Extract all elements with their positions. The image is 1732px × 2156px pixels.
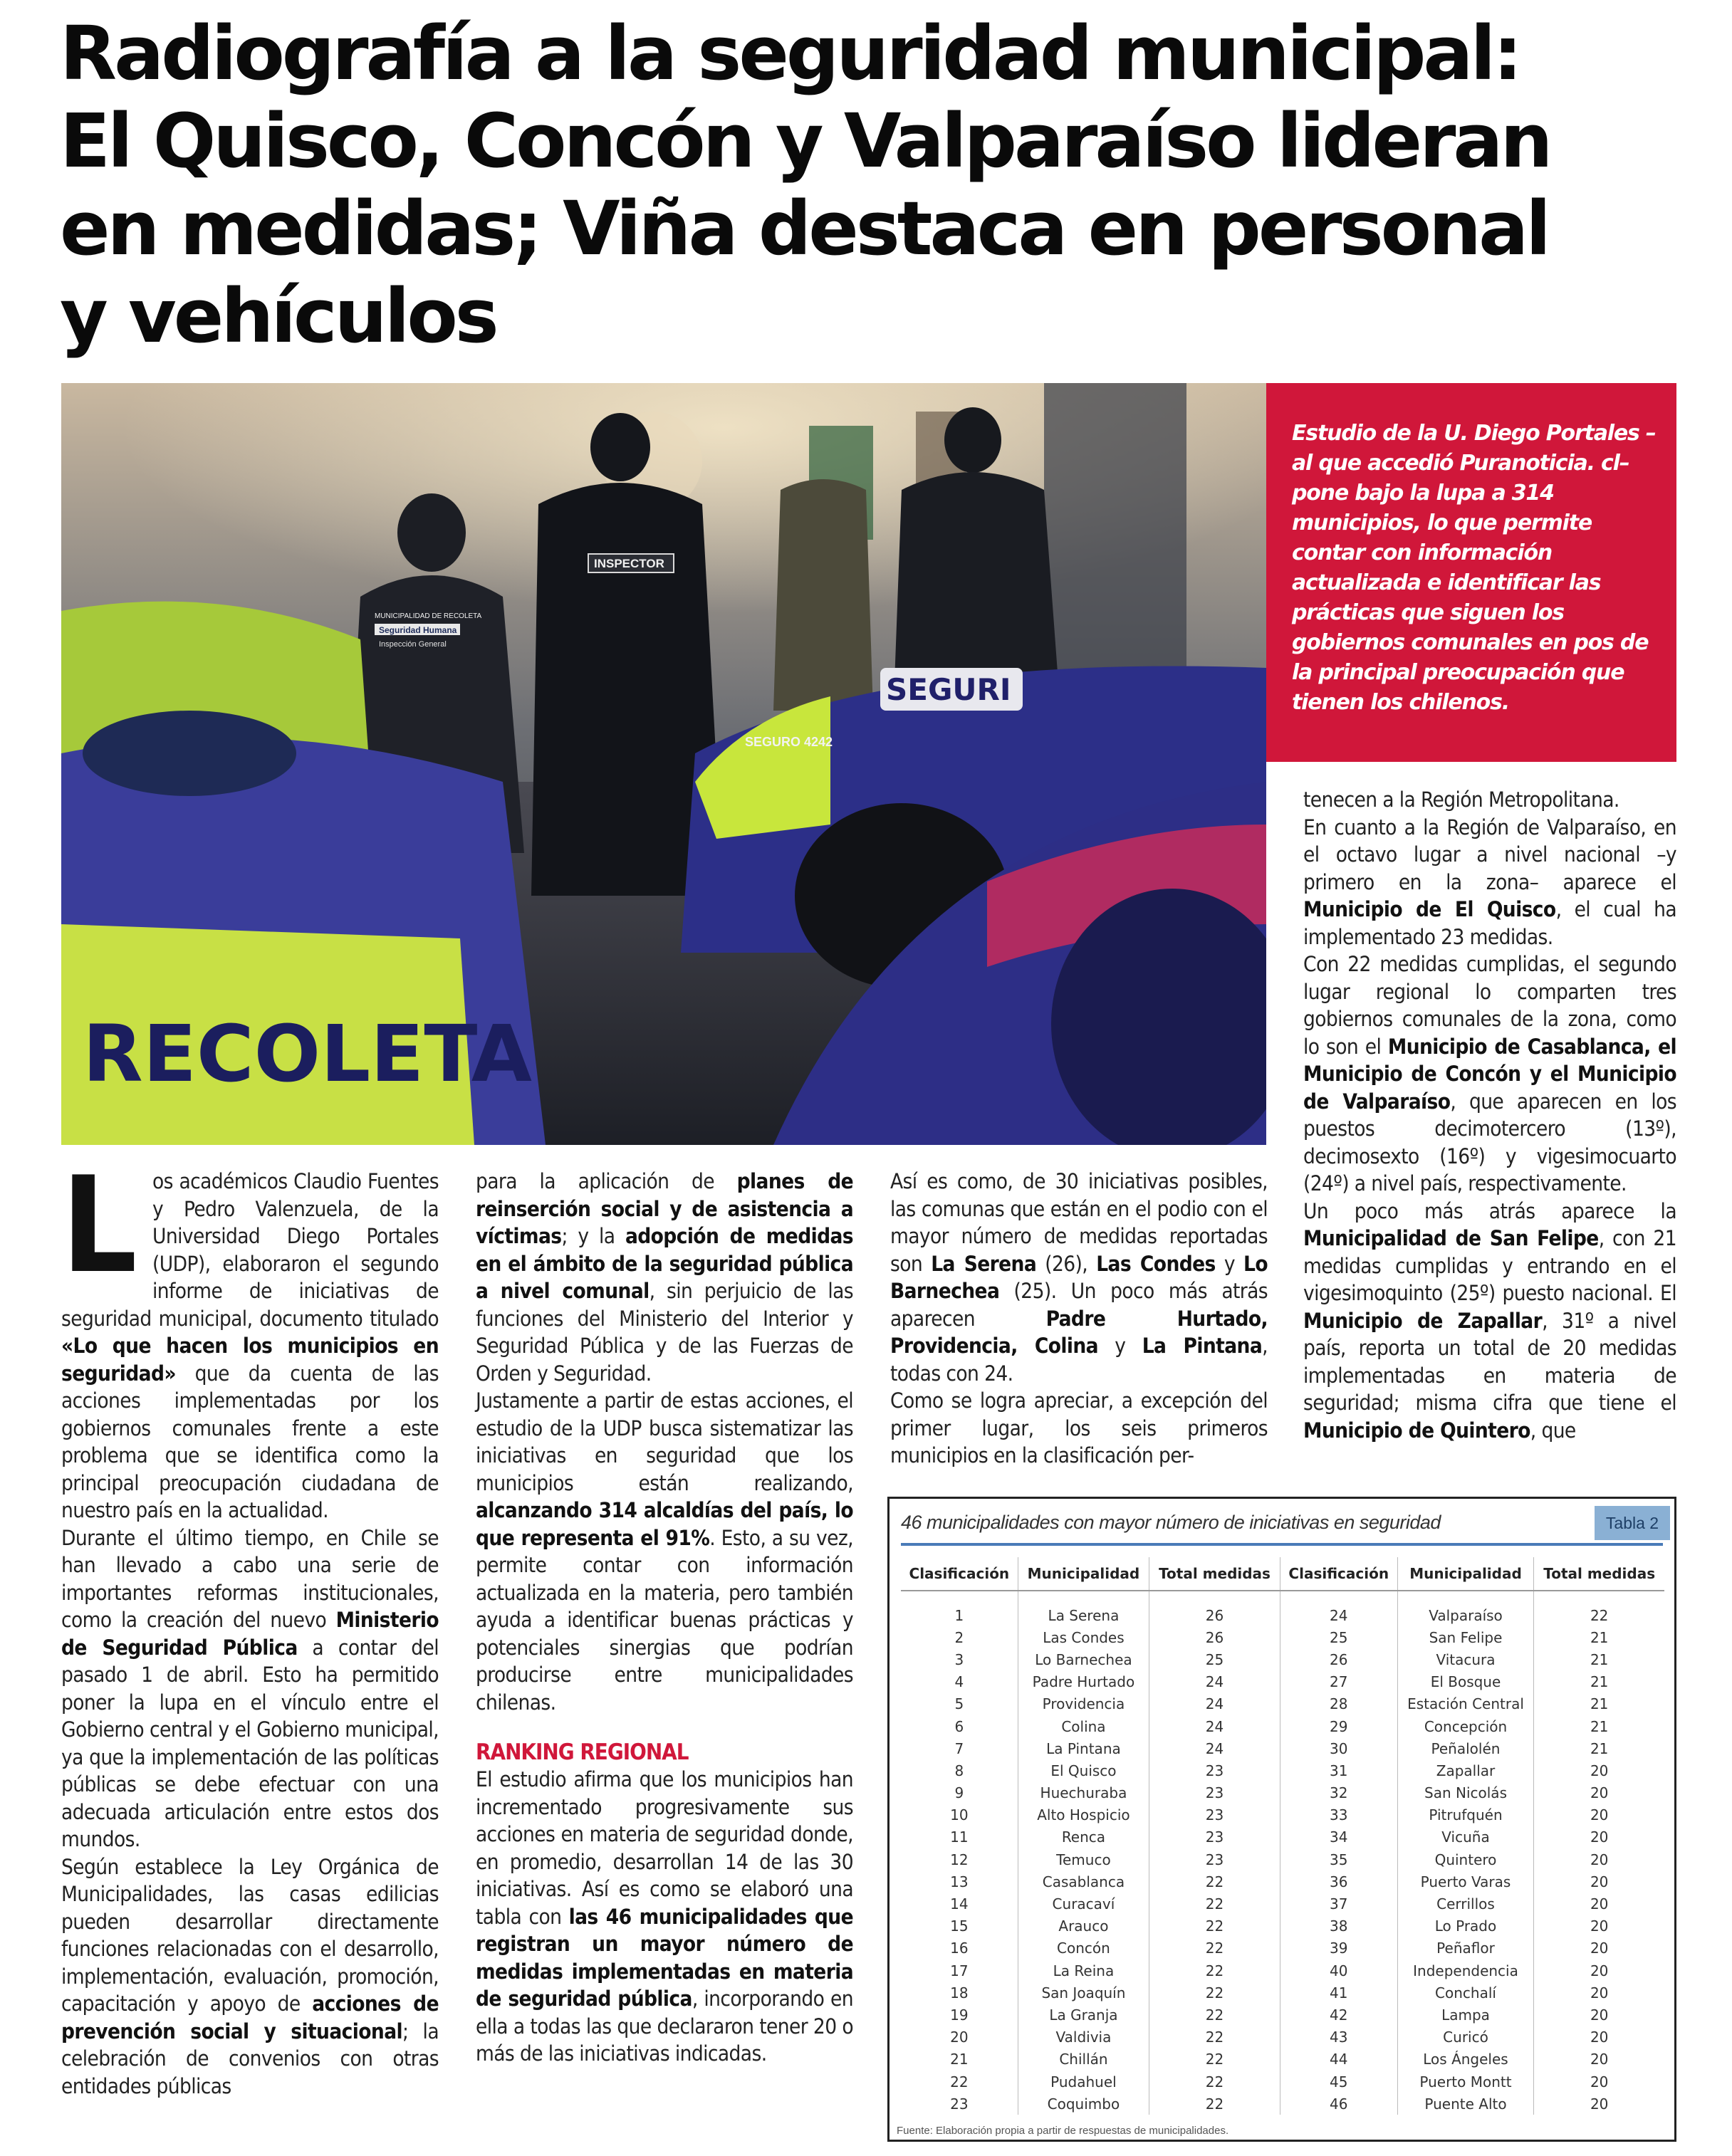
text: , que (1530, 1418, 1576, 1443)
bold-text: Las Condes (1096, 1251, 1216, 1276)
table-row (901, 2093, 1664, 2115)
cell-total-2: 21 (1534, 1737, 1664, 1759)
cell-total-2: 20 (1534, 1893, 1664, 1915)
text: , incorporando en ella a todas las que declararon tener 20 o más de las iniciativas indicadas. (476, 1987, 853, 2066)
cell-municipality: Casablanca (1018, 1870, 1149, 1893)
text: ; la celebración de convenios con otras entidades públicas (61, 2019, 439, 2098)
table-row (901, 1782, 1664, 1804)
cell-municipality-2: Independencia (1397, 1959, 1534, 1982)
cell-rank-2: 39 (1280, 1937, 1397, 1959)
cell-municipality-2: Curicó (1397, 2026, 1534, 2048)
table-header-row (901, 1557, 1664, 1591)
cell-municipality-2: Puerto Montt (1397, 2071, 1534, 2093)
cell-total-2: 20 (1534, 2048, 1664, 2071)
cell-total: 24 (1149, 1693, 1280, 1715)
text: para la aplicación de (476, 1169, 737, 1193)
table-row (901, 1959, 1664, 1982)
cell-total-2: 20 (1534, 1848, 1664, 1870)
cell-rank-2: 34 (1280, 1826, 1397, 1848)
bold-text: Municipio de Casablanca, el Municipio de Concón y el Municipio de Valparaíso (1303, 1034, 1676, 1114)
cell-municipality: El Quisco (1018, 1759, 1149, 1781)
cell-total-2: 22 (1534, 1591, 1664, 1626)
text: tenecen a la Región Metropolitana. (1303, 787, 1619, 812)
cell-total-2: 20 (1534, 1959, 1664, 1982)
cell-total: 26 (1149, 1591, 1280, 1626)
cell-rank: 15 (950, 1917, 969, 1935)
paragraph (476, 1766, 853, 2068)
cell-total: 22 (1149, 1915, 1280, 1937)
text: ; y la (561, 1224, 625, 1248)
cell-municipality-2: Concepción (1397, 1715, 1534, 1737)
cell-municipality: Padre Hurtado (1018, 1671, 1149, 1693)
table-row (901, 1826, 1664, 1848)
header-rank-2: Clasificación (1280, 1557, 1397, 1591)
cell-municipality: Concón (1018, 1937, 1149, 1959)
text: a contar del pasado 1 de abril. Esto ha permitido poner la lupa en el vínculo entre el Gobierno central y el Gobierno municipal, ya que la implementación de las políticas públicas se debe efectuar con una adecuada articulación entre estos dos mundos. (61, 1635, 439, 1851)
table-row (901, 1648, 1664, 1670)
paragraph (1303, 786, 1676, 814)
cell-municipality-2: Pitrufquén (1397, 1804, 1534, 1826)
vest-text-2: Seguridad Humana (379, 625, 457, 635)
cell-total: 26 (1149, 1626, 1280, 1648)
header-total-2: Total medidas (1534, 1557, 1664, 1591)
header-municipality: Municipalidad (1018, 1557, 1149, 1591)
bold-text: Municipalidad de San Felipe (1303, 1226, 1599, 1250)
bold-text: planes de reinserción social y de asistencia a víctimas (476, 1169, 853, 1248)
cell-municipality: Valdivia (1018, 2026, 1149, 2048)
paragraph (890, 1168, 1268, 1387)
table-row (901, 2048, 1664, 2071)
cell-rank-2: 35 (1280, 1848, 1397, 1870)
header-municipality-2: Municipalidad (1397, 1557, 1534, 1591)
cell-total-2: 20 (1534, 1937, 1664, 1959)
cell-municipality: Temuco (1018, 1848, 1149, 1870)
cell-rank: 6 (954, 1717, 964, 1735)
text: (26), (1036, 1251, 1097, 1276)
text: , el cual ha implementado 23 medidas. (1303, 897, 1676, 949)
callout-box (1266, 383, 1676, 762)
cell-rank-2: 25 (1280, 1626, 1397, 1648)
table-row (901, 1671, 1664, 1693)
cell-municipality: Las Condes (1018, 1626, 1149, 1648)
cell-municipality: Arauco (1018, 1915, 1149, 1937)
bold-text: las 46 municipalidades que registran un mayor número de medidas implementadas en materia de seguridad pública (476, 1904, 853, 2011)
text: que da cuenta de las acciones implementadas por los gobiernos comunales frente a este problema que se identifica como la principal preocupación ciudadana de nuestro país en la actualidad. (61, 1361, 439, 1522)
cell-municipality-2: Peñalolén (1397, 1737, 1534, 1759)
text: , que aparecen en los puestos decimotercero (13º), decimosexto (16º) y vigesimocuarto (24º) a nivel país, respectivamente. (1303, 1089, 1677, 1195)
paragraph (61, 1853, 439, 2100)
text: Con 22 medidas cumplidas, el segundo lugar regional lo comparten tres gobiernos comunales de la zona, como lo son el (1303, 952, 1676, 1059)
table-row (901, 1870, 1664, 1893)
table-body (901, 1591, 1664, 2115)
text: El estudio afirma que los municipios han incrementado progresivamente sus acciones en materia de seguridad donde, en promedio, desarrollan 14 de las 30 iniciativas. Así es como se elaboró una tabla con (476, 1767, 853, 1929)
article-column-2 (476, 1168, 853, 2068)
bold-text: Lo Barnechea (890, 1251, 1268, 1303)
cell-rank: 7 (954, 1739, 964, 1757)
cell-total: 22 (1149, 2026, 1280, 2048)
cell-rank-2: 32 (1280, 1782, 1397, 1804)
cell-total-2: 20 (1534, 2093, 1664, 2115)
headline-line-4: y vehículos (60, 273, 496, 360)
cell-total: 24 (1149, 1671, 1280, 1693)
ranking-table-box (887, 1497, 1676, 2142)
cell-municipality-2: Vitacura (1397, 1648, 1534, 1670)
dropcap: L (61, 1148, 137, 1302)
cell-municipality-2: El Bosque (1397, 1671, 1534, 1693)
cell-rank: 18 (950, 1984, 969, 2001)
cell-total: 22 (1149, 2004, 1280, 2026)
cell-municipality: Lo Barnechea (1018, 1648, 1149, 1670)
text: Así es como, de 30 iniciativas posibles, las comunas que están en el podio con el mayor número de medidas reportadas son (890, 1169, 1268, 1276)
bold-text: Municipio de Zapallar (1303, 1308, 1543, 1333)
cell-rank: 4 (954, 1673, 964, 1691)
cell-total-2: 21 (1534, 1626, 1664, 1648)
text: y (1215, 1251, 1244, 1276)
headline-line-1: Radiografía a la seguridad municipal: (60, 10, 1520, 97)
cell-municipality-2: Quintero (1397, 1848, 1534, 1870)
paragraph (890, 1387, 1268, 1470)
ranking-table (901, 1557, 1664, 2115)
cell-municipality: La Reina (1018, 1959, 1149, 1982)
cell-rank-2: 31 (1280, 1759, 1397, 1781)
cell-total: 22 (1149, 1870, 1280, 1893)
bold-text: La Serena (931, 1251, 1037, 1276)
cell-municipality-2: Conchalí (1397, 1982, 1534, 2004)
table-row (901, 2071, 1664, 2093)
cell-rank: 12 (950, 1851, 969, 1868)
cell-total: 22 (1149, 2093, 1280, 2115)
cell-municipality: La Granja (1018, 2004, 1149, 2026)
cell-total-2: 20 (1534, 1870, 1664, 1893)
cell-total: 22 (1149, 1937, 1280, 1959)
cell-total: 23 (1149, 1804, 1280, 1826)
cell-rank-2: 41 (1280, 1982, 1397, 2004)
bold-text: La Pintana (1142, 1334, 1263, 1358)
cell-total: 22 (1149, 1893, 1280, 1915)
paragraph (476, 1387, 853, 1716)
cell-municipality-2: Lo Prado (1397, 1915, 1534, 1937)
cell-municipality: San Joaquín (1018, 1982, 1149, 2004)
article-column-3 (890, 1168, 1268, 1470)
cell-rank-2: 42 (1280, 2004, 1397, 2026)
cell-total-2: 20 (1534, 2071, 1664, 2093)
table-tag: Tabla 2 (1595, 1506, 1670, 1540)
article-column-4 (1303, 786, 1676, 1444)
cell-rank: 22 (950, 2073, 969, 2090)
bold-text: Padre Hurtado, Providencia, Colina (890, 1306, 1268, 1358)
car-text-3: RECOLETA (83, 1008, 532, 1099)
text: y (1097, 1334, 1142, 1358)
text: , sin perjuicio de las funciones del Ministerio del Interior y Seguridad Pública y de las Fuerzas de Orden y Seguridad. (476, 1279, 853, 1386)
cell-total-2: 21 (1534, 1715, 1664, 1737)
cell-rank: 13 (950, 1873, 969, 1890)
table-row (901, 1693, 1664, 1715)
table-row (901, 1893, 1664, 1915)
cell-municipality-2: Peñaflor (1397, 1937, 1534, 1959)
paragraph (476, 1168, 853, 1387)
cell-rank-2: 44 (1280, 2048, 1397, 2071)
table-row (901, 1848, 1664, 1870)
text: Justamente a partir de estas acciones, el estudio de la UDP busca sistematizar las iniciativas en seguridad que los municipios están realizando, (476, 1388, 853, 1495)
cell-municipality: Coquimbo (1018, 2093, 1149, 2115)
cell-total: 22 (1149, 2048, 1280, 2071)
cell-total: 23 (1149, 1759, 1280, 1781)
text: Como se logra apreciar, a excepción del primer lugar, los seis primeros municipios en la clasificación per- (890, 1388, 1268, 1467)
cell-total: 23 (1149, 1782, 1280, 1804)
cell-total-2: 20 (1534, 1826, 1664, 1848)
cell-total-2: 21 (1534, 1693, 1664, 1715)
cell-total: 23 (1149, 1826, 1280, 1848)
cell-municipality-2: Puente Alto (1397, 2093, 1534, 2115)
cell-total-2: 21 (1534, 1671, 1664, 1693)
headline-line-3: en medidas; Viña destaca en personal (60, 185, 1548, 272)
cell-rank-2: 36 (1280, 1870, 1397, 1893)
table-row (901, 1591, 1664, 1626)
bold-text: adopción de medidas en el ámbito de la seguridad pública a nivel comunal (476, 1224, 853, 1303)
cell-total-2: 20 (1534, 2004, 1664, 2026)
cell-rank-2: 29 (1280, 1715, 1397, 1737)
cell-rank: 17 (950, 1962, 969, 1979)
cell-rank: 21 (950, 2051, 969, 2068)
cell-rank: 14 (950, 1895, 969, 1913)
header-total: Total medidas (1149, 1557, 1280, 1591)
cell-rank: 16 (950, 1940, 969, 1957)
table-row (901, 1715, 1664, 1737)
cell-rank: 23 (950, 2095, 969, 2113)
cell-municipality-2: Valparaíso (1397, 1591, 1534, 1626)
vest-text-4: INSPECTOR (594, 557, 664, 570)
cell-municipality: Huechuraba (1018, 1782, 1149, 1804)
cell-municipality-2: Estación Central (1397, 1693, 1534, 1715)
car-text-1: SEGURI (886, 672, 1011, 707)
table-title: 46 municipalidades con mayor número de iniciativas en seguridad (901, 1512, 1441, 1533)
bold-text: acciones de prevención social y situacional (61, 1992, 439, 2044)
paragraph (61, 1524, 439, 1853)
cell-total: 22 (1149, 1959, 1280, 1982)
news-photo (61, 383, 1266, 1145)
cell-municipality-2: San Felipe (1397, 1626, 1534, 1648)
paragraph (1303, 814, 1676, 951)
cell-rank: 8 (954, 1762, 964, 1779)
cell-rank-2: 24 (1280, 1591, 1397, 1626)
cell-municipality: Curacaví (1018, 1893, 1149, 1915)
table-row (901, 1937, 1664, 1959)
table-title-rule (901, 1543, 1663, 1546)
cell-total-2: 20 (1534, 1915, 1664, 1937)
bold-text: Municipio de Quintero (1303, 1418, 1530, 1443)
text: , todas con 24. (890, 1334, 1268, 1386)
cell-municipality: Providencia (1018, 1693, 1149, 1715)
cell-rank: 20 (950, 2029, 969, 2046)
table-row (901, 1737, 1664, 1759)
cell-municipality-2: San Nicolás (1397, 1782, 1534, 1804)
bold-text: «Lo que hacen los municipios en seguridad» (61, 1334, 439, 1386)
cell-rank-2: 43 (1280, 2026, 1397, 2048)
table-row (901, 2026, 1664, 2048)
cell-municipality: Colina (1018, 1715, 1149, 1737)
cell-total-2: 20 (1534, 2026, 1664, 2048)
table-footnote: Fuente: Elaboración propia a partir de respuestas de municipalidades. (897, 2125, 1229, 2137)
cell-municipality-2: Los Ángeles (1397, 2048, 1534, 2071)
cell-rank: 3 (954, 1650, 964, 1668)
vest-text-1: MUNICIPALIDAD DE RECOLETA (375, 612, 482, 620)
cell-municipality-2: Puerto Varas (1397, 1870, 1534, 1893)
text: Un poco más atrás aparece la (1303, 1198, 1676, 1223)
cell-rank: 1 (954, 1606, 964, 1624)
cell-total: 25 (1149, 1648, 1280, 1670)
table-row (901, 1915, 1664, 1937)
text: Durante el último tiempo, en Chile se han llevado a cabo una serie de importantes reformas institucionales, como la creación del nuevo (61, 1525, 439, 1632)
table-row (901, 1982, 1664, 2004)
paragraph (1303, 951, 1676, 1198)
cell-total: 24 (1149, 1737, 1280, 1759)
cell-municipality: Pudahuel (1018, 2071, 1149, 2093)
header-rank: Clasificación (901, 1557, 1018, 1591)
cell-municipality-2: Vicuña (1397, 1826, 1534, 1848)
text: . Esto, a su vez, permite contar con información actualizada en la materia, pero también ayuda a identificar buenas prácticas y potenciales sinergias que podrían producirse entre municipalidades chilenas. (476, 1525, 853, 1715)
text: (25). Un poco más atrás aparecen (890, 1279, 1268, 1331)
cell-rank-2: 45 (1280, 2071, 1397, 2093)
cell-total: 23 (1149, 1848, 1280, 1870)
bold-text: Municipio de El Quisco (1303, 897, 1556, 921)
cell-rank-2: 37 (1280, 1893, 1397, 1915)
cell-rank: 9 (954, 1784, 964, 1802)
text: os académicos Claudio Fuentes y Pedro Valenzuela, de la Universidad Diego Portales (UDP), elaboraron el segundo informe de iniciativas de seguridad municipal, documento titulado (61, 1169, 439, 1331)
table-row (901, 1626, 1664, 1648)
table-row (901, 2004, 1664, 2026)
cell-total: 22 (1149, 2071, 1280, 2093)
text: , con 21 medidas cumplidas y entrando en el vigesimoquinto (25º) puesto nacional. El (1303, 1226, 1676, 1305)
cell-total-2: 20 (1534, 1982, 1664, 2004)
section-subhead: RANKING REGIONAL (476, 1739, 689, 1765)
cell-rank: 5 (954, 1695, 964, 1713)
article-column-1 (61, 1148, 439, 2100)
cell-total-2: 20 (1534, 1782, 1664, 1804)
cell-total-2: 21 (1534, 1648, 1664, 1670)
car-text-2: SEGURO 4242 (745, 735, 833, 749)
paragraph (1303, 1198, 1676, 1445)
cell-rank-2: 38 (1280, 1915, 1397, 1937)
photo-illustration (61, 383, 1266, 1145)
cell-municipality: Alto Hospicio (1018, 1804, 1149, 1826)
cell-rank-2: 27 (1280, 1671, 1397, 1693)
text: Según establece la Ley Orgánica de Municipalidades, las casas edilicias pueden desarrollar directamente funciones relacionadas con el desarrollo, implementación, evaluación, promoción, capacitación y apoyo de (61, 1854, 439, 2016)
bold-text: alcanzando 314 alcaldías del país, lo que representa el 91% (476, 1498, 853, 1550)
cell-total: 24 (1149, 1715, 1280, 1737)
cell-total: 22 (1149, 1982, 1280, 2004)
headline-line-2: El Quisco, Concón y Valparaíso lideran (60, 98, 1550, 184)
cell-total-2: 20 (1534, 1759, 1664, 1781)
cell-municipality-2: Lampa (1397, 2004, 1534, 2026)
cell-rank: 19 (950, 2006, 969, 2024)
callout-text: Estudio de la U. Diego Portales –al que accedió Puranoticia. cl– pone bajo la lupa a 314 municipios, lo que permite contar con información actualizada e identificar las prácticas que siguen los gobiernos comunales en pos de la principal preocupación que tienen los chilenos. (1292, 421, 1656, 715)
cell-municipality: Chillán (1018, 2048, 1149, 2071)
text: En cuanto a la Región de Valparaíso, en el octavo lugar a nivel nacional –y primero en la zona– aparece el (1303, 815, 1676, 894)
bold-text: Ministerio de Seguridad Pública (61, 1608, 439, 1660)
cell-rank: 10 (950, 1806, 969, 1824)
vest-text-3: Inspección General (379, 640, 447, 649)
cell-rank-2: 40 (1280, 1959, 1397, 1982)
cell-rank: 11 (950, 1828, 969, 1846)
cell-municipality: La Serena (1018, 1591, 1149, 1626)
cell-rank-2: 26 (1280, 1648, 1397, 1670)
cell-rank-2: 30 (1280, 1737, 1397, 1759)
cell-municipality-2: Cerrillos (1397, 1893, 1534, 1915)
text: , 31º a nivel país, reporta un total de 20 medidas implementadas en materia de seguridad; misma cifra que tiene el (1303, 1308, 1676, 1415)
cell-municipality-2: Zapallar (1397, 1759, 1534, 1781)
cell-rank-2: 28 (1280, 1693, 1397, 1715)
table-row (901, 1804, 1664, 1826)
cell-rank-2: 46 (1280, 2093, 1397, 2115)
cell-municipality: La Pintana (1018, 1737, 1149, 1759)
table-row (901, 1759, 1664, 1781)
cell-rank-2: 33 (1280, 1804, 1397, 1826)
cell-municipality: Renca (1018, 1826, 1149, 1848)
cell-rank: 2 (954, 1628, 964, 1646)
cell-total-2: 20 (1534, 1804, 1664, 1826)
headline (60, 10, 1698, 360)
